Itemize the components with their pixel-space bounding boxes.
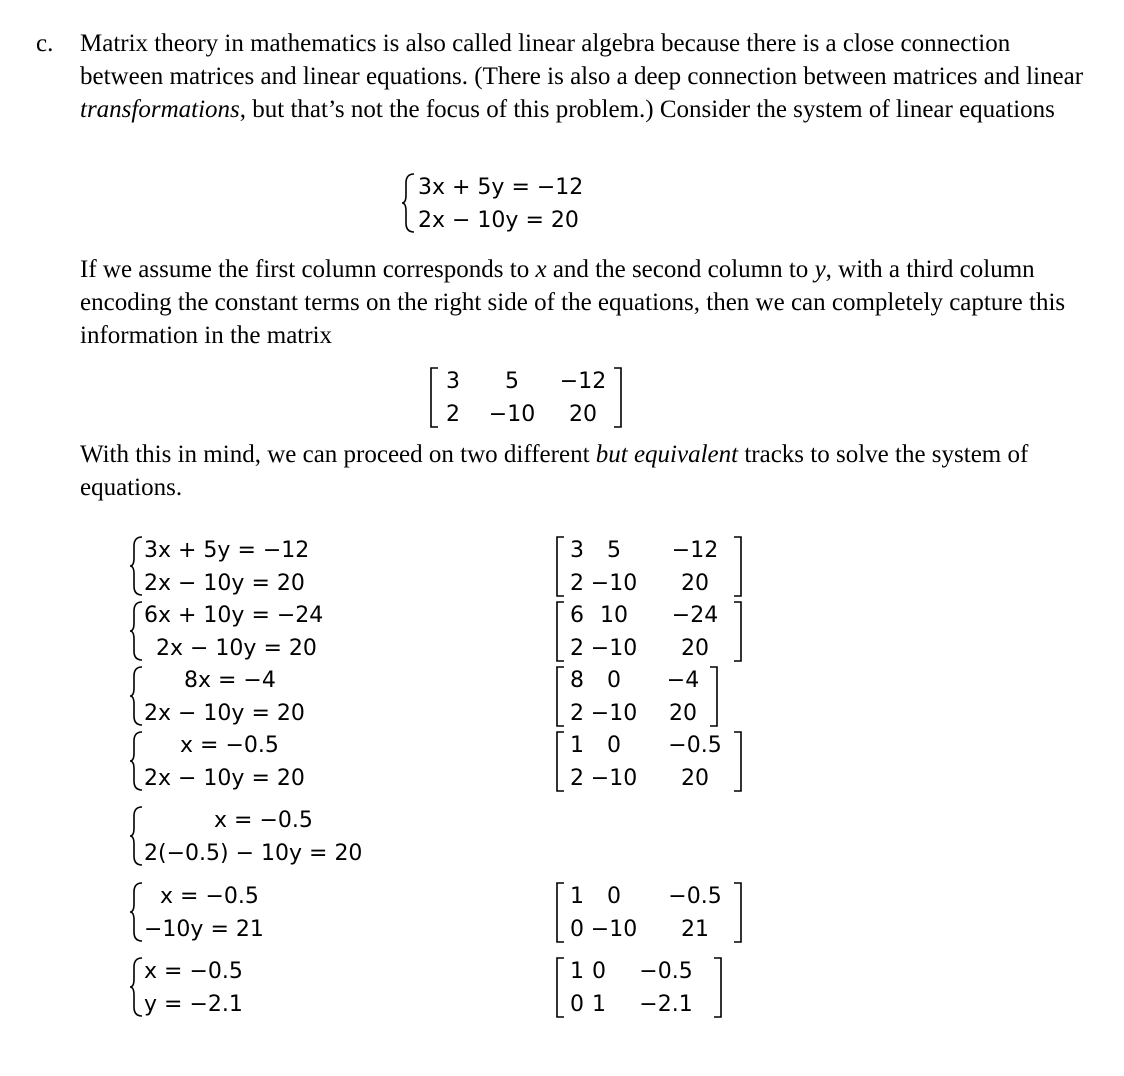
matrix-main-r1c1: 3 [446, 369, 460, 394]
brace-icon [130, 599, 144, 663]
system-main-eq2: 2x − 10y = 20 [418, 208, 579, 233]
brace-icon [402, 171, 416, 235]
step-4-eq1: x = −0.5 [180, 733, 279, 758]
p2-var-y: y [814, 256, 826, 283]
p3-text-1: With this in mind, we can proceed on two different [80, 441, 596, 468]
step-3-r2c3: 20 [669, 701, 697, 726]
step-6-r1c3: −0.5 [668, 884, 722, 909]
step-6-r2c3: 21 [681, 917, 709, 942]
step-7-r1c3: −0.5 [639, 959, 693, 984]
step-1-r2c2: −10 [590, 571, 638, 596]
p2-text-2: and the second column to [546, 256, 815, 283]
step-1-r1c3: −12 [671, 538, 719, 563]
matrix-main-r2c3: 20 [569, 402, 597, 427]
step-4-eq2: 2x − 10y = 20 [144, 766, 305, 791]
brace-icon [130, 664, 144, 728]
brace-icon [130, 729, 144, 793]
step-4-r2c3: 20 [681, 766, 709, 791]
step-6-system [130, 880, 390, 946]
step-3-eq1: 8x = −4 [184, 668, 276, 693]
step-7-r2c2: 1 [592, 992, 606, 1017]
step-2-eq2: 2x − 10y = 20 [156, 636, 317, 661]
step-3-r2c2: −10 [590, 701, 638, 726]
step-6-r2c1: 0 [570, 917, 584, 942]
step-3-r1c3: −4 [666, 668, 700, 693]
step-1-r2c1: 2 [570, 571, 584, 596]
step-7-system [130, 955, 390, 1021]
step-4-r2c1: 2 [570, 766, 584, 791]
step-1-matrix [554, 534, 754, 600]
step-4-matrix [554, 729, 754, 795]
step-2-r2c1: 2 [570, 636, 584, 661]
step-1-system [130, 534, 390, 600]
step-2-matrix [554, 599, 754, 665]
p2-text-1: If we assume the first column corresponds to [80, 256, 536, 283]
matrix-main [428, 365, 628, 431]
step-5-eq2: 2(−0.5) − 10y = 20 [144, 841, 363, 866]
step-4-system [130, 729, 390, 795]
step-6-matrix [554, 880, 754, 946]
step-7-eq1: x = −0.5 [144, 959, 243, 984]
step-6-r2c2: −10 [590, 917, 638, 942]
p3-emphasis: but equivalent [595, 441, 739, 468]
step-3-system [130, 664, 390, 730]
part-label: c. [36, 30, 54, 57]
step-6-r1c1: 1 [570, 884, 584, 909]
step-3-r1c1: 8 [570, 668, 584, 693]
step-3-matrix [554, 664, 754, 730]
step-7-r1c2: 0 [592, 959, 606, 984]
step-2-r2c3: 20 [681, 636, 709, 661]
step-2-r1c1: 6 [570, 603, 584, 628]
step-6-eq2: −10y = 21 [144, 917, 264, 942]
step-7-r2c1: 0 [570, 992, 584, 1017]
step-1-r1c2: 5 [607, 538, 621, 563]
paragraph-3 [80, 438, 1090, 504]
step-4-r1c2: 0 [607, 733, 621, 758]
matrix-main-r2c1: 2 [446, 402, 460, 427]
system-main [402, 171, 662, 237]
brace-icon [130, 534, 144, 598]
step-7-eq2: y = −2.1 [144, 992, 243, 1017]
step-2-system [130, 599, 390, 665]
step-1-eq2: 2x − 10y = 20 [144, 571, 305, 596]
step-7-r2c3: −2.1 [639, 992, 693, 1017]
intro-paragraph [80, 27, 1090, 126]
step-4-r1c1: 1 [570, 733, 584, 758]
step-1-r1c1: 3 [570, 538, 584, 563]
step-2-r1c2: 10 [600, 603, 628, 628]
step-4-r2c2: −10 [590, 766, 638, 791]
step-1-r2c3: 20 [681, 571, 709, 596]
step-4-r1c3: −0.5 [668, 733, 722, 758]
system-main-eq1: 3x + 5y = −12 [418, 175, 584, 200]
step-7-r1c1: 1 [570, 959, 584, 984]
brace-icon [130, 804, 144, 868]
step-6-eq1: x = −0.5 [160, 884, 259, 909]
step-3-eq2: 2x − 10y = 20 [144, 701, 305, 726]
paragraph-2 [80, 253, 1090, 352]
step-2-eq1: 6x + 10y = −24 [144, 603, 324, 628]
step-5-system [130, 804, 430, 870]
p3-text-2: tracks to solve the system of equations. [80, 441, 1029, 501]
p2-var-x: x [535, 256, 547, 283]
step-2-r1c3: −24 [671, 603, 719, 628]
step-5-eq1: x = −0.5 [214, 808, 313, 833]
step-2-r2c2: −10 [590, 636, 638, 661]
matrix-main-r1c2: 5 [505, 369, 519, 394]
intro-text-1: Matrix theory in mathematics is also called linear algebra because there is a close connection between matrices and linear equations. (There is also a deep connection between matrices and linear [80, 30, 1084, 90]
p2-text-3: , with a third column encoding the constant terms on the right side of the equations, then we can completely capture this information in the matrix [80, 256, 1066, 349]
step-7-matrix [554, 955, 754, 1021]
step-3-r2c1: 2 [570, 701, 584, 726]
brace-icon [130, 880, 144, 944]
matrix-main-r2c2: −10 [488, 402, 536, 427]
matrix-main-r1c3: −12 [559, 369, 607, 394]
step-1-eq1: 3x + 5y = −12 [144, 538, 310, 563]
intro-emphasis: transformations [80, 96, 240, 123]
intro-text-2: , but that’s not the focus of this problem.) Consider the system of linear equations [239, 96, 1055, 123]
step-3-r1c2: 0 [607, 668, 621, 693]
brace-icon [130, 955, 144, 1019]
step-6-r1c2: 0 [607, 884, 621, 909]
